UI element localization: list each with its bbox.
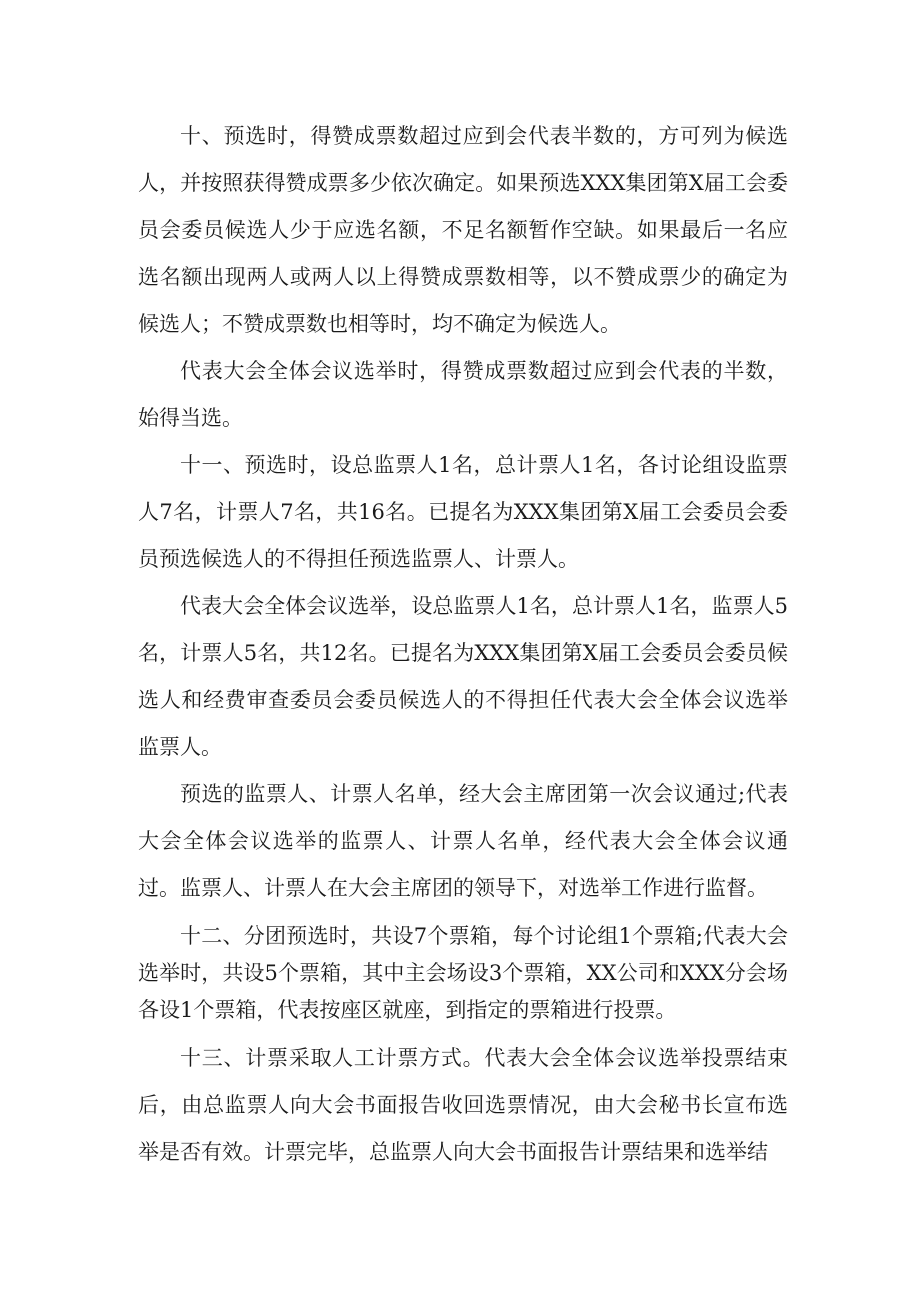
paragraph-12: 十二、分团预选时，共设7个票箱，每个讨论组1个票箱;代表大会选举时，共设5个票箱，其中主会场设3个票箱，XX公司和XXX分会场各设1个票箱，代表按座区就座，到指定的票箱进行投票。 (138, 924, 788, 1022)
paragraph-11-approval: 预选的监票人、计票人名单，经大会主席团第一次会议通过;代表大会全体会议选举的监票人、计票人名单，经代表大会全体会议通过。监票人、计票人在大会主席团的领导下，对选举工作进行监督。 (138, 782, 788, 900)
document-body (138, 113, 788, 1176)
paragraph-13: 十三、计票采取人工计票方式。代表大会全体会议选举投票结束后，由总监票人向大会书面报告收回选票情况，由大会秘书长宣布选举是否有效。计票完毕，总监票人向大会书面报告计票结果和选举结 (138, 1046, 788, 1164)
paragraph-10-plenary: 代表大会全体会议选举时，得赞成票数超过应到会代表的半数，始得当选。 (138, 359, 788, 430)
paragraph-11: 十一、预选时，设总监票人1名，总计票人1名，各讨论组设监票人7名，计票人7名，共16名。已提名为XXX集团第X届工会委员会委员预选候选人的不得担任预选监票人、计票人。 (138, 453, 788, 571)
paragraph-11-plenary: 代表大会全体会议选举，设总监票人1名，总计票人1名，监票人5名，计票人5名，共12名。已提名为XXX集团第X届工会委员会委员候选人和经费审查委员会委员候选人的不得担任代表大会全体会议选举监票人。 (138, 594, 788, 759)
paragraph-10: 十、预选时，得赞成票数超过应到会代表半数的，方可列为候选人，并按照获得赞成票多少依次确定。如果预选XXX集团第X届工会委员会委员候选人少于应选名额，不足名额暂作空缺。如果最后一名应选名额出现两人或两人以上得赞成票数相等，以不赞成票少的确定为候选人；不赞成票数也相等时，均不确定为候选人。 (138, 124, 788, 336)
